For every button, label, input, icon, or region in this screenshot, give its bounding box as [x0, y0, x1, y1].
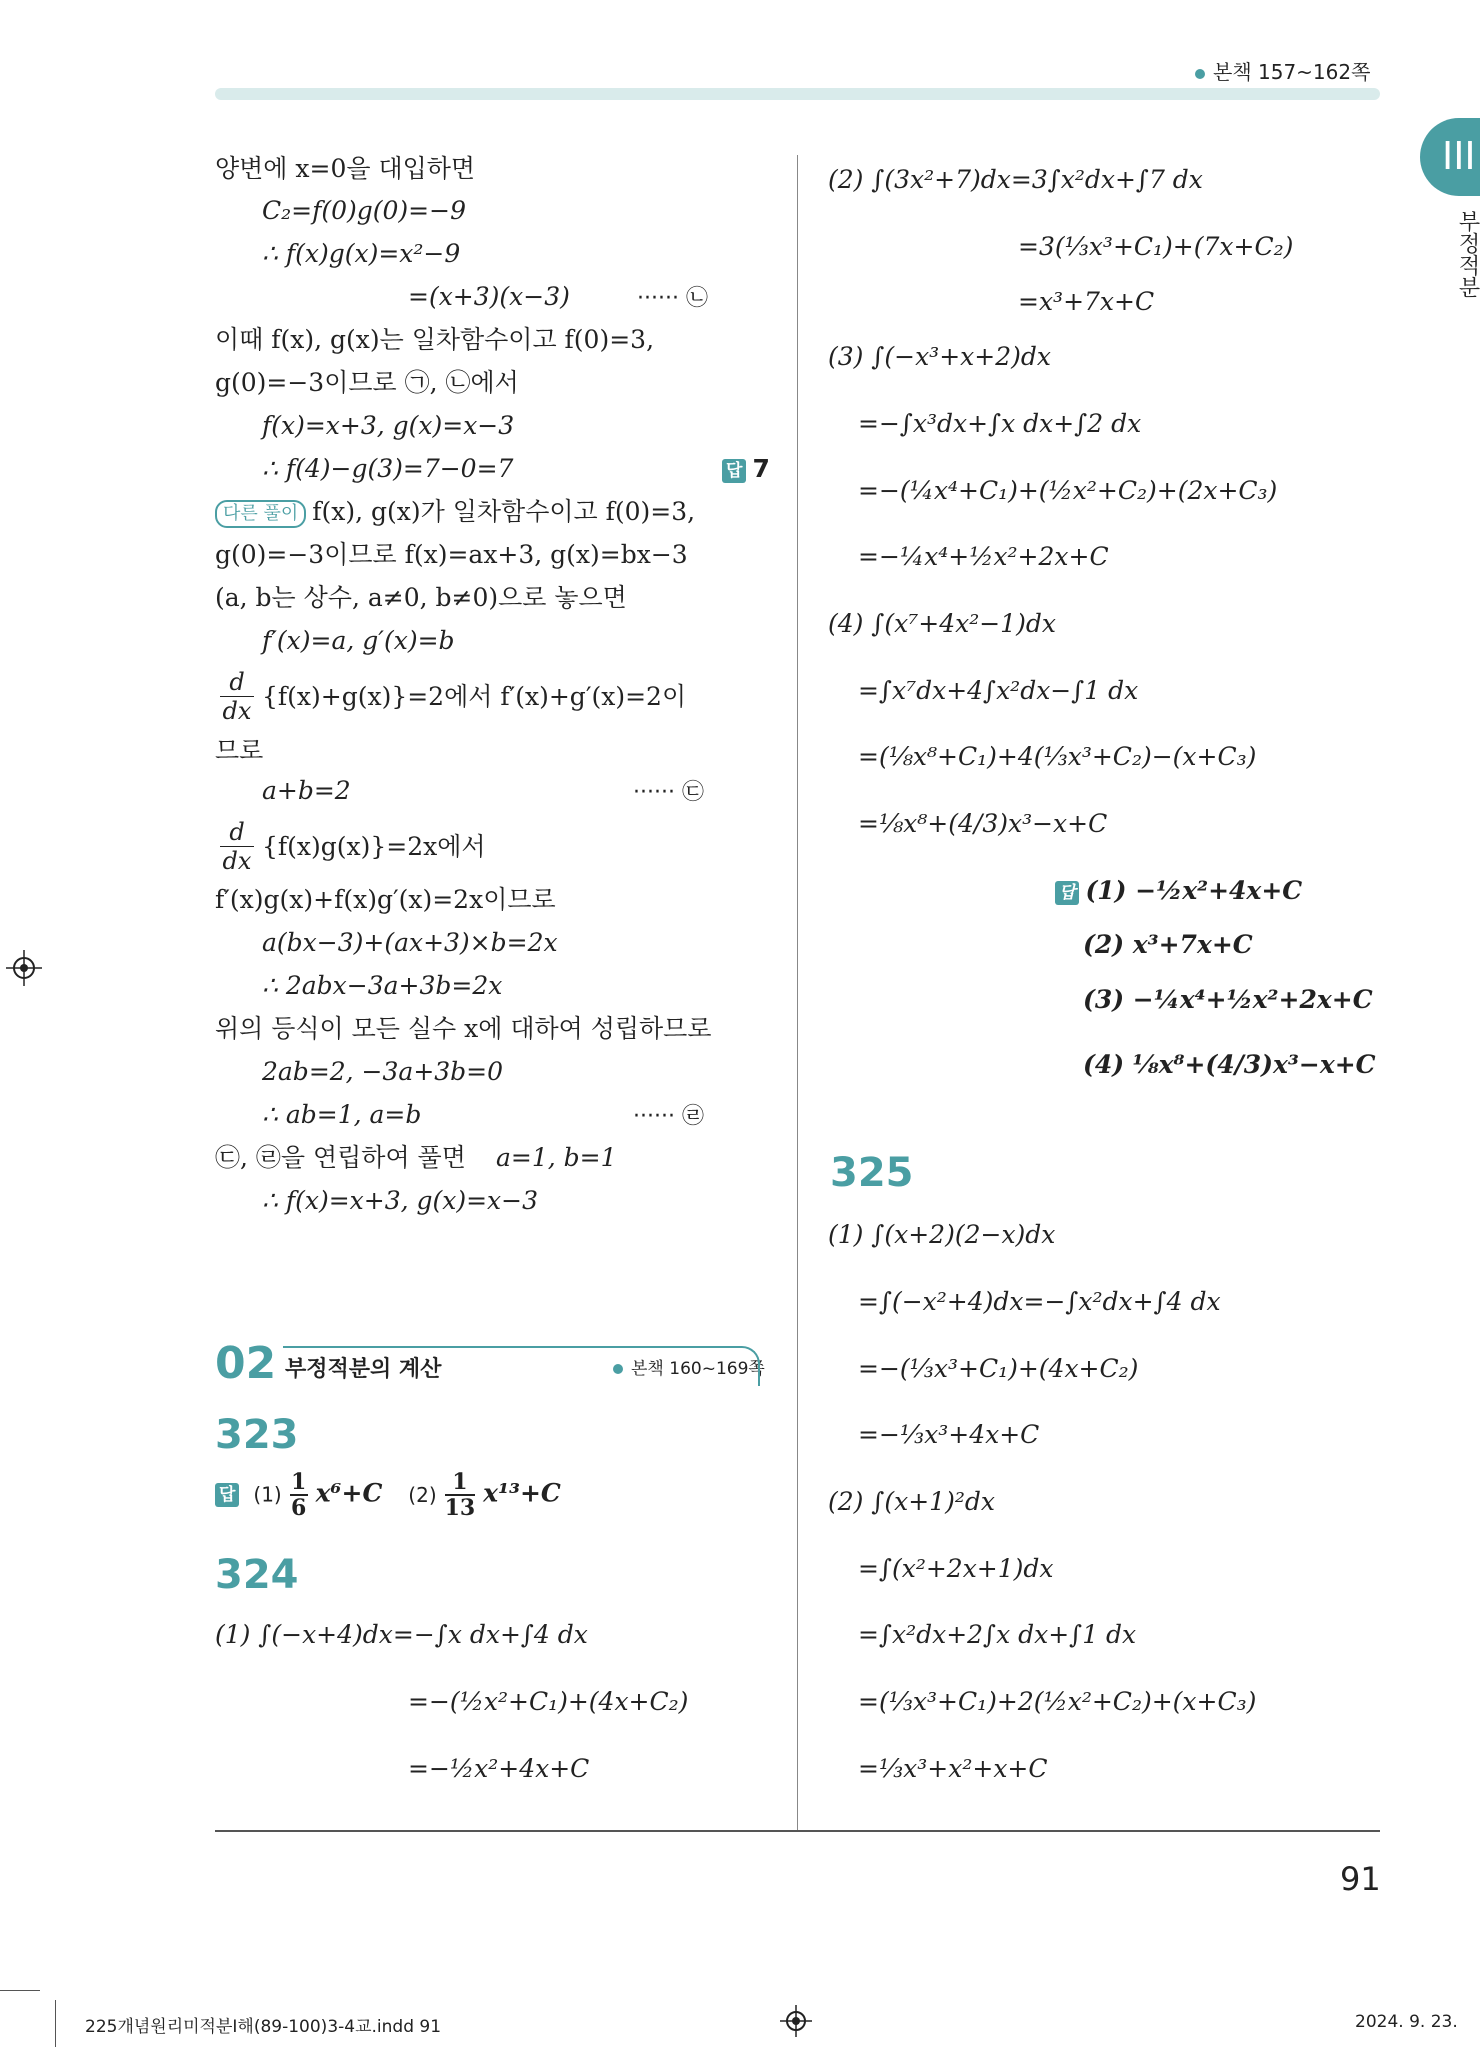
chapter-number: III	[1442, 134, 1476, 178]
math-line: (1) ∫(x+2)(2−x)dx	[828, 1220, 1056, 1249]
page-number: 91	[1340, 1860, 1381, 1898]
math-line: =3(⅓x³+C₁)+(7x+C₂)	[1018, 232, 1294, 261]
math-line: =(⅛x⁸+C₁)+4(⅓x³+C₂)−(x+C₃)	[858, 742, 1257, 771]
math-line: (1) ∫(−x+4)dx=−∫x dx+∫4 dx	[215, 1620, 588, 1649]
math-line: =−(⅓x³+C₁)+(4x+C₂)	[858, 1354, 1139, 1383]
marker: ······ ㉣	[633, 1104, 704, 1129]
text-line: (a, b는 상수, a≠0, b≠0)으로 놓으면	[215, 583, 627, 612]
text-line: g(0)=−3이므로 f(x)=ax+3, g(x)=bx−3	[215, 540, 688, 569]
text-line: a+b=2	[262, 776, 351, 805]
text-line: a(bx−3)+(ax+3)×b=2x	[262, 928, 558, 957]
fraction: $\frac{1}{13}$	[444, 1469, 476, 1521]
text-line: 위의 등식이 모든 실수 x에 대하여 성립하므로	[215, 1014, 712, 1043]
answer-323: 답 (1) $\frac{1}{6}$ x⁶+C (2) $\frac{1}{13}$ x¹³+C	[215, 1470, 561, 1520]
math-line: (4) ∫(x⁷+4x²−1)dx	[828, 609, 1056, 638]
math-line: =−∫x³dx+∫x dx+∫2 dx	[858, 409, 1142, 438]
header-bar	[215, 88, 1380, 100]
text-line: 양변에 x=0을 대입하면	[215, 154, 476, 183]
chapter-tab	[1420, 118, 1480, 196]
math-line: (2) ∫(x+1)²dx	[828, 1487, 995, 1516]
text-line: a=1, b=1	[496, 1143, 617, 1172]
footer-date: 2024. 9. 23.	[1355, 2012, 1458, 2032]
math-line: =−¼x⁴+½x²+2x+C	[858, 542, 1109, 571]
text-line: {f(x)g(x)}=2x에서	[262, 832, 486, 861]
text-line: ∴ f(x)g(x)=x²−9	[262, 239, 461, 268]
answer-badge: 답	[215, 1483, 239, 1507]
section-ref: 본책 160~169쪽	[613, 1354, 765, 1379]
math-line: =∫(−x²+4)dx=−∫x²dx+∫4 dx	[858, 1287, 1221, 1316]
text-line: f′(x)g(x)+f(x)g′(x)=2x이므로	[215, 885, 556, 914]
registration-mark-icon	[6, 950, 42, 986]
text-line: f′(x)=a, g′(x)=b	[262, 626, 455, 655]
section-number: 02	[215, 1338, 277, 1389]
answer-324-2: (2) x³+7x+C	[1083, 930, 1253, 959]
text-line: 므로	[215, 736, 264, 765]
deriv-fraction: d dx	[220, 818, 254, 875]
alt-solution-badge: 다른 풀이	[215, 500, 306, 528]
math-line: =x³+7x+C	[1018, 287, 1155, 316]
bullet-icon	[1195, 69, 1205, 79]
footer-mark	[55, 2000, 56, 2047]
text-line: ∴ f(x)=x+3, g(x)=x−3	[262, 1186, 539, 1215]
answer-badge: 답	[722, 459, 746, 483]
answer-324-4: (4) ⅛x⁸+(4/3)x³−x+C	[1083, 1050, 1376, 1079]
text-line: g(0)=−3이므로 ㉠, ㉡에서	[215, 368, 519, 397]
math-line: =∫x⁷dx+4∫x²dx−∫1 dx	[858, 676, 1139, 705]
math-line: (3) ∫(−x³+x+2)dx	[828, 342, 1051, 371]
math-line: =−(½x²+C₁)+(4x+C₂)	[408, 1687, 689, 1716]
answer-324-1: 답 (1) −½x²+4x+C	[1055, 874, 1302, 908]
math-line: =⅓x³+x²+x+C	[858, 1754, 1048, 1783]
registration-mark-icon	[780, 2005, 812, 2037]
text-line: =(x+3)(x−3)	[408, 282, 570, 311]
text-line: ∴ 2abx−3a+3b=2x	[262, 971, 503, 1000]
math-line: (2) ∫(3x²+7)dx=3∫x²dx+∫7 dx	[828, 165, 1203, 194]
column-divider	[797, 155, 798, 1830]
fraction: $\frac{1}{6}$	[291, 1469, 307, 1521]
math-line: =−⅓x³+4x+C	[858, 1420, 1040, 1449]
text-line: f(x)=x+3, g(x)=x−3	[262, 411, 515, 440]
text-line: ㉢, ㉣을 연립하여 풀면	[215, 1143, 466, 1172]
marker: ······ ㉢	[633, 780, 704, 805]
math-line: =−½x²+4x+C	[408, 1754, 590, 1783]
header-book-ref: 본책 157~162쪽	[1195, 56, 1370, 85]
deriv-fraction: d dx	[220, 668, 254, 725]
answer-322: 답 7	[722, 452, 770, 486]
section-title: 부정적분의 계산	[285, 1357, 442, 1382]
text-line: 이때 f(x), g(x)는 일차함수이고 f(0)=3,	[215, 325, 655, 354]
text-line: {f(x)+g(x)}=2에서 f′(x)+g′(x)=2이	[262, 682, 687, 711]
footer-rule	[0, 1990, 40, 1991]
marker: ······ ㉡	[637, 286, 708, 311]
section-header	[215, 1338, 765, 1388]
text-line: ∴ f(4)−g(3)=7−0=7	[262, 454, 514, 483]
text-line: 2ab=2, −3a+3b=0	[262, 1057, 504, 1086]
math-line: =∫(x²+2x+1)dx	[858, 1554, 1054, 1583]
chapter-label: 부정적분	[1455, 210, 1480, 298]
answer-badge: 답	[1055, 881, 1079, 905]
answer-324-3: (3) −¼x⁴+½x²+2x+C	[1083, 985, 1373, 1014]
problem-number-324: 324	[215, 1552, 299, 1598]
problem-number-325: 325	[830, 1150, 914, 1196]
math-line: =−(¼x⁴+C₁)+(½x²+C₂)+(2x+C₃)	[858, 476, 1278, 505]
text-line: ∴ ab=1, a=b	[262, 1100, 422, 1129]
math-line: =∫x²dx+2∫x dx+∫1 dx	[858, 1620, 1137, 1649]
problem-number-323: 323	[215, 1412, 299, 1458]
alt-solution-line: 다른 풀이 f(x), g(x)가 일차함수이고 f(0)=3,	[215, 495, 695, 529]
section-underline	[283, 1346, 760, 1386]
bottom-rule	[215, 1830, 1380, 1832]
math-line: =⅛x⁸+(4/3)x³−x+C	[858, 809, 1108, 838]
footer-file: 225개념원리미적분Ⅰ해(89-100)3-4교.indd 91	[85, 2017, 442, 2037]
math-line: =(⅓x³+C₁)+2(½x²+C₂)+(x+C₃)	[858, 1687, 1257, 1716]
text-line: C₂=f(0)g(0)=−9	[262, 196, 466, 225]
